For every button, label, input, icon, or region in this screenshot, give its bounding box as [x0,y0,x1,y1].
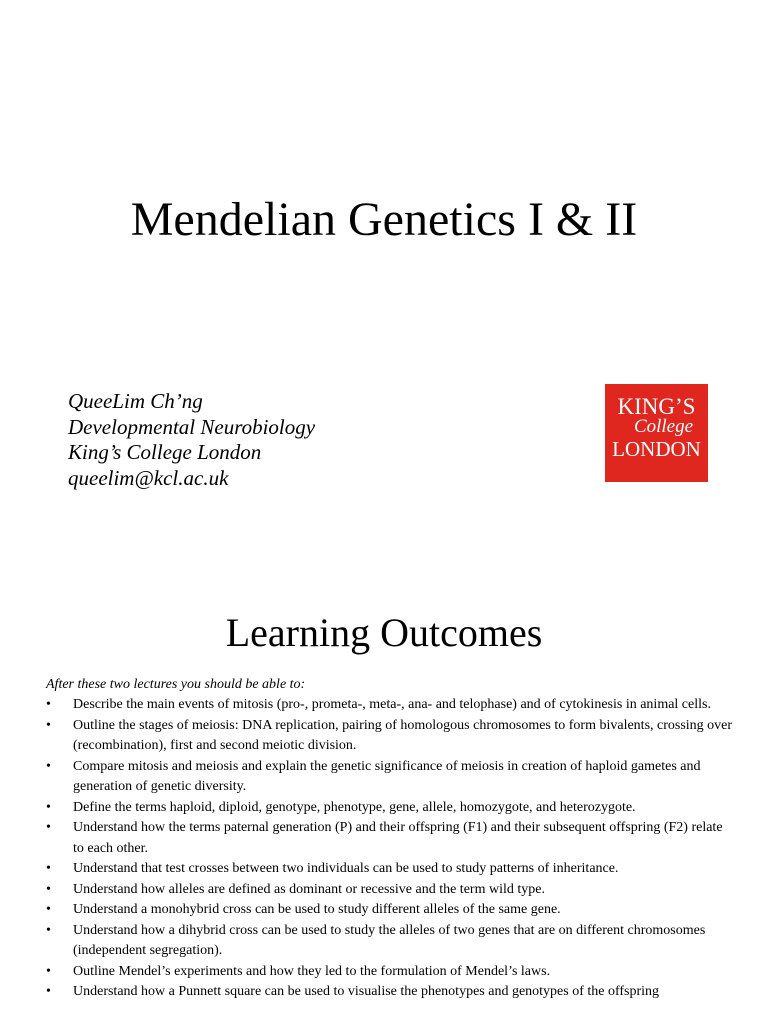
outcome-text: Understand how the terms paternal generation (P) and their offspring (F1) and their subsequent offspring (F2) relate to each other. [73,820,723,856]
bullet-icon: • [46,697,51,712]
outcomes-intro: After these two lectures you should be able to: [46,677,306,692]
outcome-item [46,962,736,983]
logo-line-london: LONDON [612,437,701,461]
bullet-icon: • [46,963,51,979]
slide-title: Mendelian Genetics I & II [130,193,638,246]
author-email: queelim@kcl.ac.uk [68,465,229,490]
bullet-icon: • [46,861,51,876]
outcome-item [46,818,736,859]
outcome-item [46,982,736,1003]
bullet-icon: • [46,758,51,774]
bullet-icon: • [46,881,51,897]
outcome-text: Understand how alleles are defined as dominant or recessive and the term wild type. [73,881,545,897]
outcome-item [46,880,736,901]
author-info [68,389,315,491]
outcome-item [46,716,736,757]
bullet-icon: • [46,799,51,815]
outcome-item [46,900,736,921]
author-name: QueeLim Ch’ng [68,389,203,413]
bullet-icon: • [46,820,51,835]
bullet-icon: • [46,902,51,917]
outcome-text: Understand how a dihybrid cross can be used to study the alleles of two genes that are on different chromosomes (independent segregation). [73,922,706,958]
outcome-text: Outline Mendel’s experiments and how they led to the formulation of Mendel’s laws. [73,963,551,979]
outcome-text: Describe the main events of mitosis (pro-, prometa-, meta-, ana- and telophase) and of cytokinesis in animal cells. [73,697,711,712]
bullet-icon: • [46,922,51,938]
outcome-text: Understand that test crosses between two individuals can be used to study patterns of inheritance. [73,861,619,876]
learning-outcomes-title: Learning Outcomes [225,610,543,655]
outcome-text: Understand how a Punnett square can be used to visualise the phenotypes and genotypes of the offspring [73,984,660,999]
outcome-text: Define the terms haploid, diploid, genotype, phenotype, gene, allele, homozygote, and heterozygote. [73,799,636,815]
outcome-item [46,757,736,798]
outcome-text: Outline the stages of meiosis: DNA replication, pairing of homologous chromosomes to form bivalents, crossing over (recombination), first and second meiotic division. [73,717,733,753]
outcome-item [46,695,736,716]
logo-line-college: College [633,416,694,437]
outcome-text: Compare mitosis and meiosis and explain the genetic significance of meiosis in creation of haploid gametes and generation of genetic diversity. [73,758,701,794]
kings-college-logo [605,384,708,482]
bullet-icon: • [46,984,51,999]
outcome-item [46,859,736,880]
outcomes-list [46,695,736,1003]
author-institution: King’s College London [68,440,262,464]
author-department: Developmental Neurobiology [68,414,316,439]
logo-line-kings: KING’S [617,394,696,419]
outcome-text: Understand a monohybrid cross can be used to study different alleles of the same gene. [73,902,561,917]
outcome-item [46,798,736,819]
bullet-icon: • [46,717,51,733]
outcome-item [46,921,736,962]
